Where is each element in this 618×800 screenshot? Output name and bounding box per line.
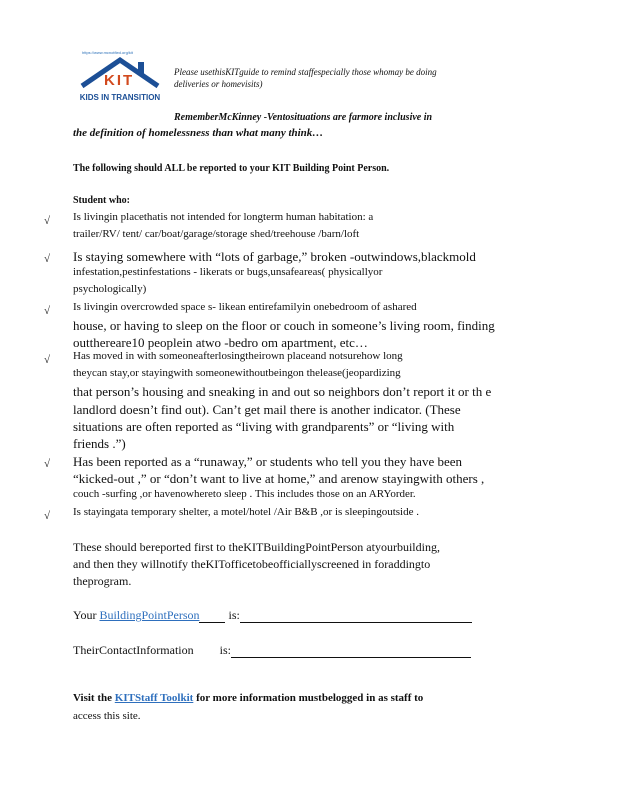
- criteria-item-line: theycan stay,or stayingwith someonewithoutbeingon thelease(jeopardizing: [73, 367, 401, 380]
- criteria-item-line: Is staying somewhere with “lots of garbage,” broken -outwindows,blackmold: [73, 249, 476, 264]
- building-point-person-row: [73, 608, 472, 623]
- kit-staff-toolkit-link[interactable]: KITStaff Toolkit: [114, 692, 194, 704]
- mckinney-line-1: RememberMcKinney -Ventosituations are farmore inclusive in: [174, 112, 433, 123]
- your-label: Your: [73, 608, 100, 622]
- visit-line-2: access this site.: [73, 710, 141, 722]
- checkmark-icon: √: [44, 215, 51, 227]
- intro-line-1: Please usethisKITguide to remind staffespecially those whomay be doing: [174, 67, 437, 77]
- criteria-item-line: Has moved in with someoneafterlosingtheirown placeand notsurehow long: [73, 350, 403, 362]
- criteria-item-line: “kicked-out ,” or “don’t want to live at home,” and arenow stayingwith others ,: [73, 471, 485, 487]
- intro-text: [174, 66, 437, 90]
- kit-logo: [74, 50, 166, 120]
- contact-is-label: is:: [219, 643, 231, 657]
- criteria-item-line: landlord doesn’t find out). Can’t get mail there is another indicator. (These: [73, 401, 461, 417]
- visit-suffix: for more information mustbelogged in as staff to: [193, 692, 424, 704]
- contact-info-row: [73, 643, 471, 658]
- student-who-heading: Student who:: [73, 195, 130, 206]
- reported-line-3: theprogram.: [73, 574, 132, 588]
- criteria-item-line: situations are often reported as “living with grandparents” or “living with: [73, 418, 455, 434]
- criteria-item-line: Is stayingata temporary shelter, a motel/hotel /Air B&B ,or is sleepingoutside .: [73, 506, 419, 518]
- checkmark-icon: √: [44, 253, 51, 265]
- criteria-item-line: trailer/RV/ tent/ car/boat/garage/storage shed/treehouse /barn/loft: [73, 228, 360, 241]
- checkmark-icon: √: [44, 510, 51, 522]
- intro-line-2: deliveries or homevisits): [174, 79, 263, 89]
- criteria-item-line: Has been reported as a “runaway,” or students who tell you they have been: [73, 454, 463, 469]
- logo-url: https://www.mcnotfied.org/kit: [82, 50, 133, 55]
- reported-line-1: These should bereported first to theKITBuildingPointPerson atyourbuilding,: [73, 540, 440, 554]
- criteria-item-line: Is livingin overcrowded space s- likean entirefamilyin onebedroom of ashared: [73, 301, 417, 313]
- criteria-item-line: outthereare10 peoplein atwo -bedro om apartment, etc…: [73, 335, 368, 351]
- is-label: is:: [228, 608, 240, 622]
- link-underline: [199, 608, 225, 623]
- visit-prefix: Visit the: [73, 692, 115, 704]
- contact-label: TheirContactInformation: [73, 643, 194, 657]
- following-heading: The following should ALL be reported to your KIT Building Point Person.: [73, 163, 390, 174]
- contact-info-blank[interactable]: [231, 643, 471, 658]
- checkmark-icon: √: [44, 458, 51, 470]
- criteria-item-line: friends .”): [73, 436, 126, 451]
- checkmark-icon: √: [44, 354, 51, 366]
- visit-line-1: [73, 692, 423, 704]
- reported-line-2: and then they willnotify theKITofficetobeofficiallyscreened in foraddingto: [73, 557, 431, 571]
- checkmark-icon: √: [44, 305, 51, 317]
- mckinney-line-2: the definition of homelessness than what many think…: [73, 127, 324, 139]
- criteria-item-line: infestation,pestinfestations - likerats or bugs,unsafeareas( physicallyor: [73, 266, 383, 279]
- point-person-blank[interactable]: [240, 608, 472, 623]
- building-point-person-link[interactable]: BuildingPointPerson: [99, 608, 200, 622]
- criteria-item-line: that person’s housing and sneaking in and out so neighbors don’t report it or th e: [73, 384, 492, 400]
- criteria-item-line: couch -surfing ,or havenowhereto sleep . This includes those on an ARYorder.: [73, 488, 416, 501]
- criteria-item-line: house, or having to sleep on the floor or couch in someone’s living room, finding: [73, 318, 495, 334]
- logo-subtitle: KIDS IN TRANSITION: [79, 93, 161, 102]
- criteria-item-line: Is livingin placethatis not intended for longterm human habitation: a: [73, 211, 374, 223]
- criteria-item-line: psychologically): [73, 283, 147, 296]
- logo-title: KIT: [104, 72, 135, 89]
